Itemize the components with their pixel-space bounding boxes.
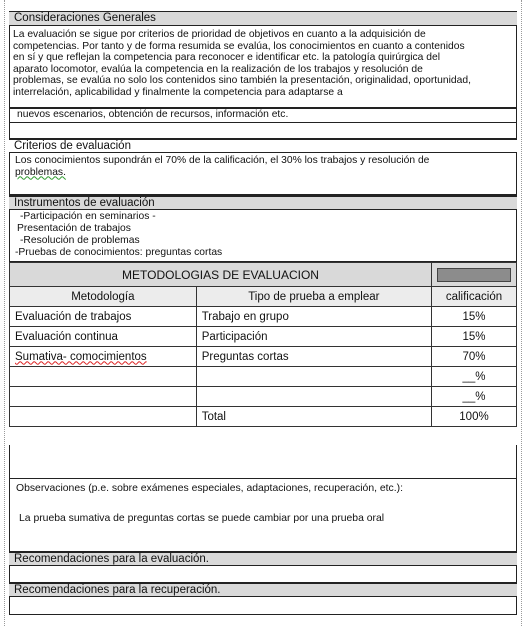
tipo-cell	[196, 367, 431, 387]
metodo-text: Sumativa- comocimientos	[15, 350, 147, 363]
col-header-calificacion: calificación	[431, 287, 516, 307]
tipo-cell: Preguntas cortas	[196, 347, 431, 367]
rec-eval-title: Recomendaciones para la evaluación.	[9, 552, 517, 566]
criterios-line-1: Los conocimientos supondrán el 70% de la calificación, el 30% los trabajos y resolución de	[15, 155, 430, 166]
criterios-title: Criterios de evaluación	[9, 139, 517, 153]
metodologias-header-row	[10, 287, 517, 307]
observaciones-label	[16, 483, 516, 495]
rec-eval-body	[9, 566, 517, 583]
metodologias-title: METODOLOGIAS DE EVALUACION	[10, 263, 432, 287]
metodo-cell: Evaluación de trabajos	[10, 307, 197, 327]
instrumento-item-3: -Resolución de problemas	[20, 235, 140, 246]
instrumento-item-2: Presentación de trabajos	[17, 223, 131, 234]
table-row	[10, 367, 517, 387]
rec-rec-title: Recomendaciones para la recuperación.	[9, 583, 517, 597]
metodo-cell	[10, 347, 197, 367]
tipo-cell	[196, 387, 431, 407]
left-margin-guide	[4, 0, 5, 626]
table-spacer-box	[9, 445, 517, 478]
consideraciones-line-1: La evaluación se sigue por criterios de prioridad de objetivos en cuanto a la adquisición de	[13, 29, 426, 40]
spacer-box	[9, 123, 517, 139]
metodologias-title-row	[10, 263, 517, 287]
consideraciones-line-2: competencias. Por tanto y de forma resumida se evalúa, los conocimientos en cuanto a contenidos	[13, 40, 465, 52]
metodologias-table	[9, 262, 517, 427]
tipo-cell: Participación	[196, 327, 431, 347]
consideraciones-text	[13, 29, 513, 99]
calif-cell: 15%	[431, 327, 516, 347]
criterios-line-2: problemas.	[15, 166, 66, 178]
metodologias-title-swatch-cell	[431, 263, 516, 287]
calif-cell: __%	[431, 387, 516, 407]
calif-cell: __%	[431, 367, 516, 387]
table-row	[10, 307, 517, 327]
instrumentos-title: Instrumentos de evaluación	[9, 196, 517, 210]
total-empty-cell	[10, 407, 197, 427]
tipo-cell: Trabajo en grupo	[196, 307, 431, 327]
gray-swatch	[437, 268, 511, 282]
metodo-cell	[10, 367, 197, 387]
right-margin-guide	[521, 0, 522, 626]
observaciones-text: La prueba sumativa de preguntas cortas se puede cambiar por una prueba oral	[19, 513, 385, 524]
instrumentos-list	[17, 211, 517, 259]
metodo-cell: Evaluación continua	[10, 327, 197, 347]
col-header-metodologia: Metodología	[10, 287, 197, 307]
observaciones-label-text: Observaciones (p.e. sobre exámenes especiales, adaptaciones, recuperación, etc.):	[16, 483, 403, 494]
col-header-tipo: Tipo de prueba a emplear	[196, 287, 431, 307]
criterios-text	[15, 155, 515, 178]
table-row	[10, 327, 517, 347]
consideraciones-line-4: aparato locomotor, evalúa la competencia en la realización de los trabajos y resolución de	[13, 63, 423, 75]
metodo-cell	[10, 387, 197, 407]
total-row	[10, 407, 517, 427]
calif-cell: 15%	[431, 307, 516, 327]
consideraciones-line-6: interrelación, aplicabilidad y finalmente la competencia para adaptarse a	[13, 86, 343, 98]
consideraciones-line-5: problemas, se evalúa no solo los contenidos sino también la presentación, originalidad, oportunidad,	[13, 75, 471, 87]
consideraciones-continuation: nuevos escenarios, obtención de recursos, información etc.	[17, 109, 289, 120]
calif-cell: 70%	[431, 347, 516, 367]
table-row	[10, 387, 517, 407]
instrumento-item-4: -Pruebas de conocimientos: preguntas cortas	[15, 247, 223, 258]
consideraciones-title: Consideraciones Generales	[9, 11, 517, 26]
total-label: Total	[196, 407, 431, 427]
total-value: 100%	[431, 407, 516, 427]
consideraciones-line-3: en sí y que reflejan la competencia para reconocer e identificar etc. la patología quirúrgica del	[13, 52, 440, 64]
table-row	[10, 347, 517, 367]
instrumento-item-1: -Participación en seminarios -	[20, 211, 156, 222]
